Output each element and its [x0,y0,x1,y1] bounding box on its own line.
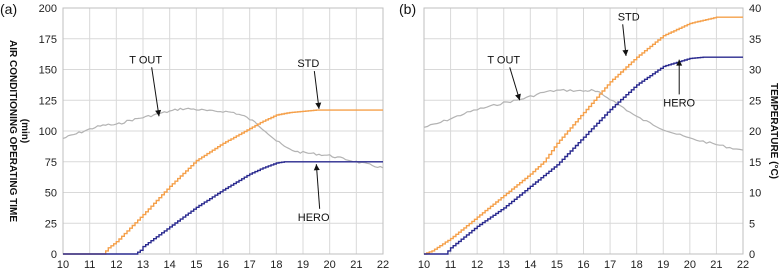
x-tick-label: 21 [710,259,723,271]
y-axis-title: AIR CONDITIONING OPERATING TIME [7,39,18,223]
annotation-arrow [316,164,319,209]
x-tick-label: 14 [163,259,176,271]
x-tick-label: 19 [657,259,670,271]
y-tick-label: 35 [749,33,762,46]
annotation-label: HERO [663,97,696,110]
x-tick-label: 11 [444,259,457,271]
x-tick-label: 17 [243,259,256,271]
annotation-label: T OUT [129,54,163,67]
x-tick-label: 12 [471,259,484,271]
x-tick-label: 10 [56,259,70,271]
x-tick-label: 19 [296,259,310,271]
x-tick-label: 12 [110,259,123,271]
annotation-arrow [152,67,159,116]
y-tick-label: 50 [44,187,57,200]
y-tick-label: 0 [749,249,756,261]
x-tick-label: 10 [417,259,431,271]
y-tick-label: 175 [38,33,57,46]
annotation-arrowhead [315,103,321,109]
y-tick-label: 25 [44,218,57,231]
x-tick-label: 18 [630,259,643,271]
annotation-arrowhead [314,164,320,170]
y-tick-label: 10 [749,187,762,200]
x-tick-label: 17 [603,259,617,271]
y-tick-label: 200 [38,3,57,15]
y-tick-label: 0 [50,249,57,261]
y-tick-label: 25 [749,95,762,108]
y-axis-title-unit: (min) [19,118,30,144]
y-tick-label: 15 [749,156,762,169]
panel-a [0,1,389,271]
y-tick-label: 5 [749,218,756,231]
annotation-label: T OUT [487,54,521,67]
x-tick-label: 16 [216,259,230,271]
x-tick-label: 22 [736,259,750,271]
x-tick-label: 13 [497,259,510,271]
x-tick-label: 15 [550,259,564,271]
x-tick-label: 20 [683,259,696,271]
x-tick-label: 18 [270,259,283,271]
y-tick-label: 20 [749,126,762,138]
annotation-label: HERO [297,211,330,224]
x-tick-label: 20 [323,259,336,271]
y-tick-label: 30 [749,64,762,77]
x-tick-label: 14 [524,259,537,271]
y-axis-title: TEMPERATURE (°C) [768,82,779,180]
x-tick-label: 21 [350,259,363,271]
y-tick-label: 40 [749,3,762,15]
annotation-arrowhead [622,50,628,56]
x-tick-label: 15 [190,259,203,271]
y-tick-label: 125 [38,95,57,108]
y-tick-label: 100 [38,126,57,138]
x-tick-label: 22 [376,259,390,271]
y-tick-label: 75 [44,156,57,169]
x-tick-label: 11 [83,259,96,271]
panel-label: (a) [0,1,18,17]
annotation-label: STD [297,58,320,71]
panel-b [399,1,779,271]
panel-label: (b) [399,1,417,17]
x-tick-label: 16 [577,259,590,271]
annotation-label: STD [617,11,640,24]
y-tick-label: 150 [38,64,57,77]
x-tick-label: 13 [136,259,150,271]
